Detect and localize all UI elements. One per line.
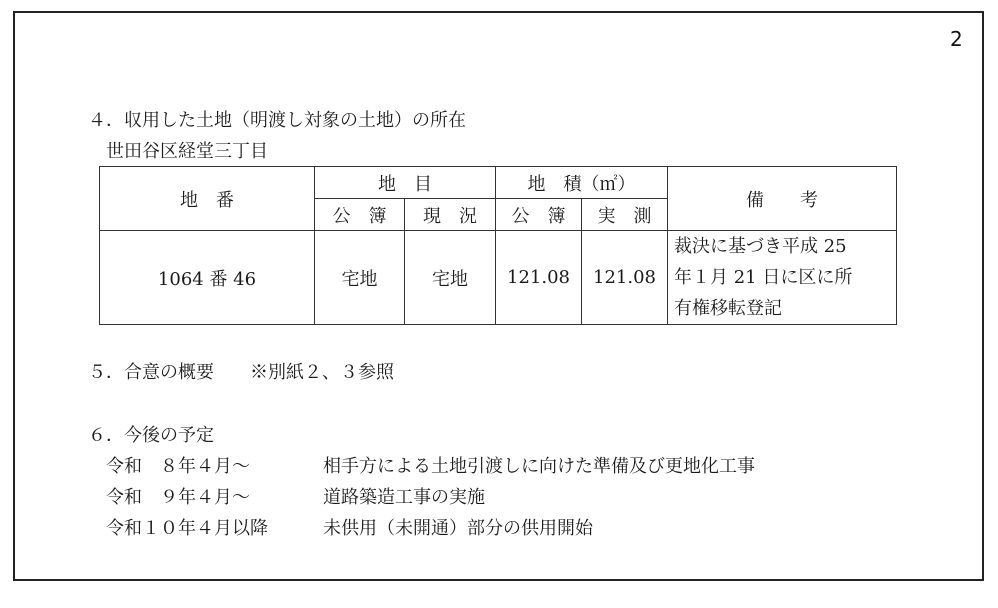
remarks-line-3: 有権移転登記	[674, 298, 782, 319]
schedule-date-2: 令和 ９年４月～	[106, 487, 250, 508]
subheader-survey: 実 測	[582, 199, 668, 231]
remarks-line-1: 裁決に基づき平成 25	[674, 236, 847, 257]
subheader-registry-area: 公 簿	[496, 199, 582, 231]
cell-category-registry: 宅地	[315, 231, 405, 325]
cell-area-survey: 121.08	[582, 231, 668, 325]
cell-area-registry: 121.08	[496, 231, 582, 325]
subheader-registry: 公 簿	[315, 199, 405, 231]
page-number: 2	[950, 27, 963, 51]
schedule-task-3: 未供用（未開通）部分の供用開始	[323, 518, 593, 539]
header-land-area: 地 積（㎡）	[496, 167, 668, 199]
schedule-task-2: 道路築造工事の実施	[323, 487, 485, 508]
header-lot-number: 地 番	[100, 167, 315, 231]
subheader-actual-status: 現 況	[405, 199, 496, 231]
remarks-line-2: 年１月 21 日に区に所	[674, 267, 853, 288]
schedule-date-3: 令和１０年４月以降	[106, 518, 268, 539]
section-6-heading: ６．今後の予定	[88, 425, 214, 446]
land-location: 世田谷区経堂三丁目	[106, 141, 268, 162]
cell-lot-number: 1064 番 46	[100, 231, 315, 325]
section-4-heading: ４．収用した土地（明渡し対象の土地）の所在	[88, 110, 466, 131]
cell-category-actual: 宅地	[405, 231, 496, 325]
land-table	[99, 166, 897, 325]
cell-remarks	[668, 231, 897, 325]
section-5-heading: ５．合意の概要 ※別紙２、３参照	[88, 362, 394, 383]
schedule-date-1: 令和 ８年４月～	[106, 456, 250, 477]
header-land-category: 地 目	[315, 167, 496, 199]
schedule-task-1: 相手方による土地引渡しに向けた準備及び更地化工事	[323, 456, 755, 477]
header-remarks: 備 考	[668, 167, 897, 231]
